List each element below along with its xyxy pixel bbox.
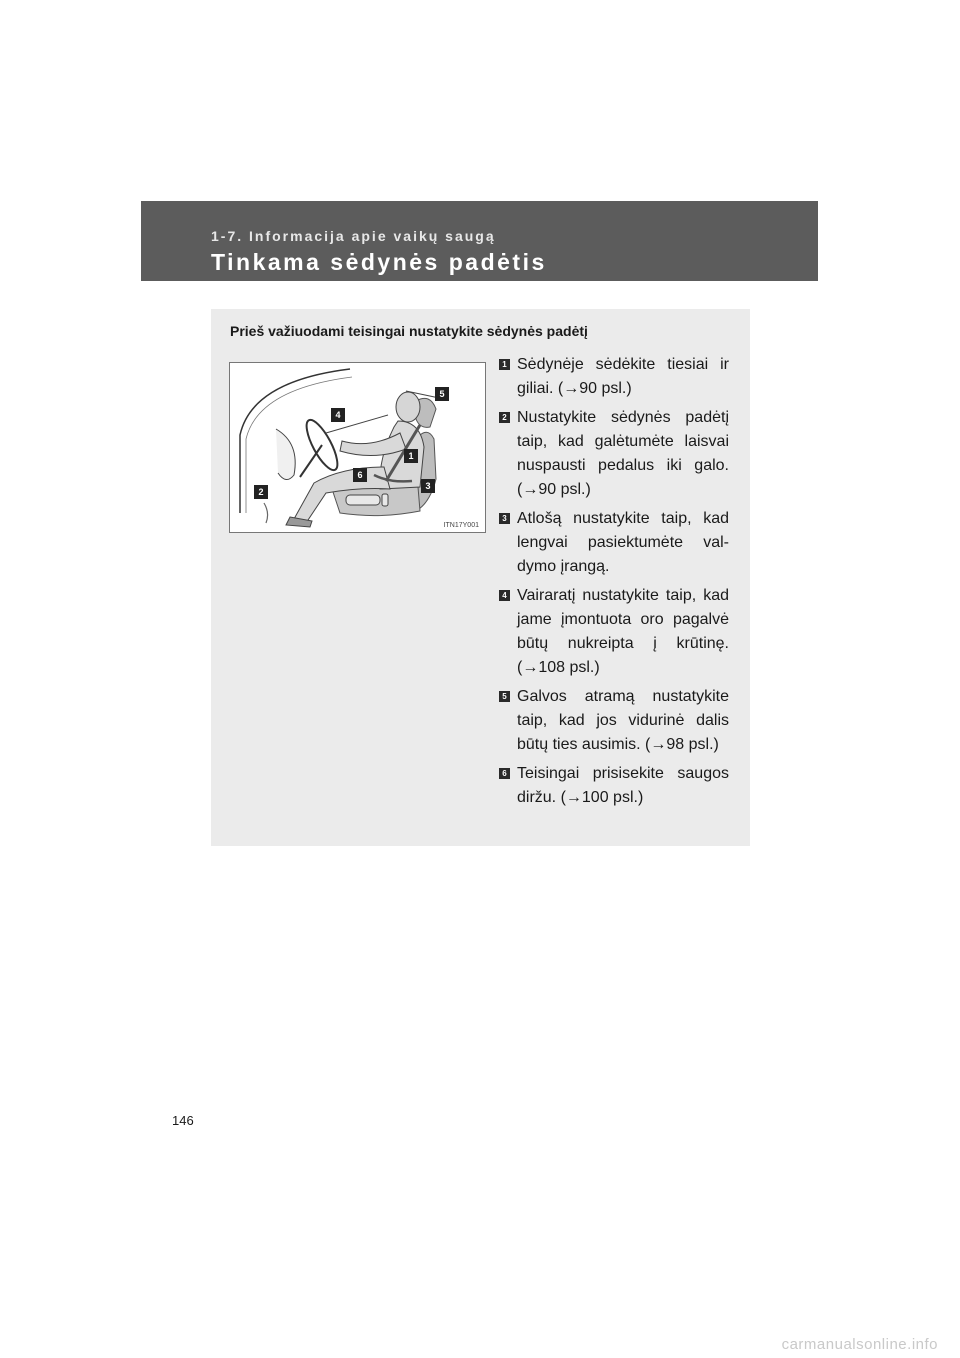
label-1-badge	[404, 449, 418, 463]
section-header	[141, 201, 818, 281]
watermark: carmanualsonline.info	[781, 1336, 938, 1353]
list-item	[499, 685, 729, 757]
svg-text:2: 2	[258, 487, 264, 497]
list-item	[499, 507, 729, 579]
label-6-badge	[353, 468, 367, 482]
svg-text:3: 3	[425, 481, 431, 491]
step-text: Sėdynėje sėdėkite tiesiai ir giliai. (→90 psl.)	[517, 356, 729, 397]
seat-position-illustration	[229, 362, 486, 533]
label-5-badge	[435, 387, 449, 401]
svg-text:4: 4	[335, 410, 341, 420]
content-panel	[211, 309, 750, 846]
figure-code: ITN17Y001	[443, 522, 479, 529]
step-number-badge: 1	[499, 359, 510, 370]
step-number-badge: 5	[499, 691, 510, 702]
intro-text: Prieš važiuodami teisingai nustatykite sėdynės padėtį	[230, 323, 588, 339]
step-text: Vairaratį nustatykite taip, kad jame įmontuota oro pagalvė būtų nukreipta į krūtinę. (→108 psl.)	[517, 587, 729, 676]
list-item	[499, 353, 729, 401]
list-item	[499, 762, 729, 810]
step-number-badge: 3	[499, 513, 510, 524]
step-number-badge: 4	[499, 590, 510, 601]
label-3-badge	[421, 479, 435, 493]
svg-text:1: 1	[408, 451, 414, 461]
step-number-badge: 6	[499, 768, 510, 779]
step-text: Galvos atramą nustatykite taip, kad jos vidurinė dalis būtų ties ausimis. (→98 psl.)	[517, 688, 729, 753]
instruction-list	[499, 353, 729, 815]
step-number-badge: 2	[499, 412, 510, 423]
page-number: 146	[172, 1113, 194, 1128]
driver-seat-drawing	[230, 363, 485, 532]
label-2-badge	[254, 485, 268, 499]
list-item	[499, 584, 729, 680]
list-item	[499, 406, 729, 502]
step-text: Teisingai prisisekite saugos diržu. (→100 psl.)	[517, 765, 729, 806]
svg-text:6: 6	[357, 470, 363, 480]
section-label: 1-7. Informacija apie vaikų saugą	[211, 228, 496, 244]
label-4-badge	[331, 408, 345, 422]
page-title: Tinkama sėdynės padėtis	[211, 249, 547, 275]
step-text: Nustatykite sėdynės padėtį taip, kad galėtumėte laisvai nuspausti pedalus iki galo. (→90 psl.)	[517, 409, 729, 498]
svg-text:5: 5	[439, 389, 445, 399]
step-text: Atlošą nustatykite taip, kad lengvai pasiektumėte val-dymo įrangą.	[517, 510, 729, 575]
